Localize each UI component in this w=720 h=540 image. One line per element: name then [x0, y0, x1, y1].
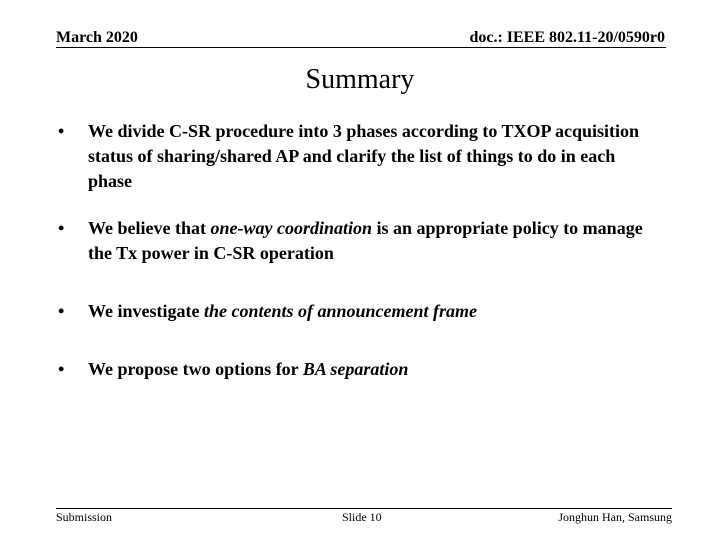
footer-divider [56, 508, 672, 509]
bullet-item [56, 299, 656, 324]
slide-title: Summary [305, 64, 415, 95]
footer-author: Jonghun Han, Samsung [558, 510, 672, 524]
header-date: March 2020 [56, 29, 138, 46]
bullet-item [56, 357, 656, 382]
bullet-dot-icon: • [58, 359, 65, 379]
bullet-item [56, 216, 656, 266]
bullet-emphasis: the contents of announcement frame [203, 301, 477, 321]
bullet-emphasis: one-way coordination [210, 218, 372, 238]
bullet-dot-icon: • [58, 301, 65, 321]
bullet-text: is an appropriate policy to manage the Tx power in C-SR operation [88, 218, 643, 263]
header-doc-id: doc.: IEEE 802.11-20/0590r0 [469, 29, 665, 46]
header-divider [56, 47, 666, 48]
footer-submission: Submission [56, 510, 113, 524]
bullet-text: We investigate [88, 301, 204, 321]
bullet-emphasis: BA separation [302, 359, 409, 379]
bullet-item [56, 119, 656, 194]
bullet-list [56, 119, 656, 382]
bullet-text: We divide C-SR procedure into 3 phases according to TXOP acquisition status of sharing/shared AP and clarify the list of things to do in each phase [88, 121, 640, 191]
bullet-text: We believe that [88, 218, 211, 238]
bullet-text: We propose two options for [88, 359, 303, 379]
footer-slide-number: Slide 10 [342, 510, 382, 524]
bullet-dot-icon: • [58, 218, 65, 238]
bullet-dot-icon: • [58, 121, 65, 141]
